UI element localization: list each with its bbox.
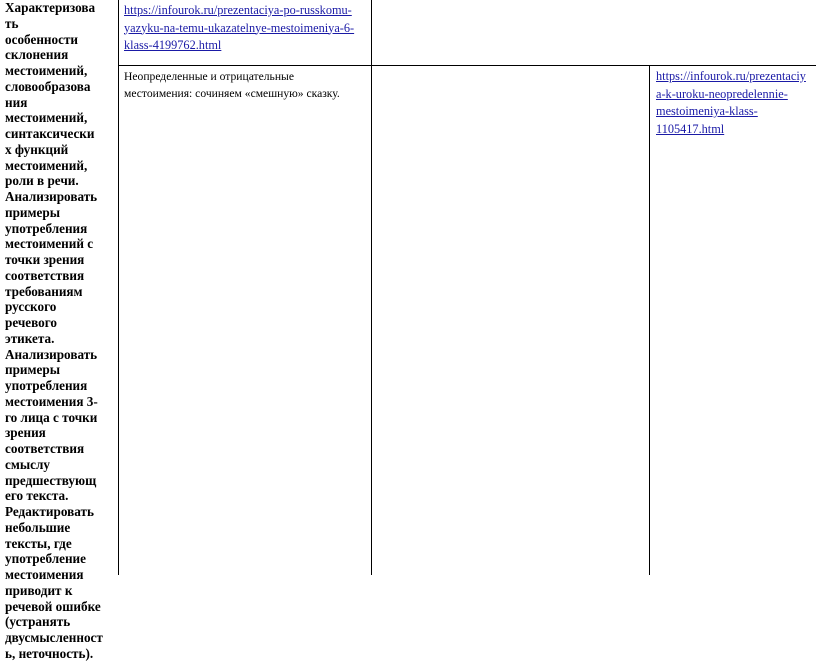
objectives-line: го лица с точки [5, 409, 98, 425]
lesson-topic [124, 68, 369, 102]
objectives-line: приводит к [5, 582, 73, 598]
objectives-line: местоимений с [5, 236, 94, 252]
resource-link-2[interactable] [656, 68, 816, 138]
objectives-line: склонения [5, 47, 69, 63]
objectives-line: зрения [5, 425, 46, 441]
lesson-topic-line: Неопределенные и отрицательные [124, 70, 294, 83]
objectives-line: Анализировать [5, 189, 98, 204]
objectives-line: соответствия [5, 441, 85, 456]
objectives-line: смыслу [5, 456, 50, 472]
objectives-line: местоимений, [5, 110, 88, 126]
objectives-line: синтаксически [5, 126, 95, 141]
objectives-line: употребления [5, 220, 88, 236]
objectives-line: (устранять [5, 614, 71, 630]
objectives-line: ть [5, 15, 19, 31]
objectives-line: соответствия [5, 267, 85, 283]
objectives-line: местоимений, [5, 63, 88, 78]
objectives-line: этикета. [5, 330, 55, 346]
column-divider-3 [649, 65, 650, 575]
objectives-line: примеры [5, 204, 60, 220]
objectives-line: местоимения [5, 567, 84, 582]
objectives-line: речевой ошибке [5, 598, 101, 614]
objectives-line: примеры [5, 362, 60, 378]
objectives-line: Редактировать [5, 504, 94, 519]
resource-link-2-line[interactable]: a-k-uroku-neopredelennie- [656, 86, 788, 101]
objectives-line: местоимения 3- [5, 393, 98, 409]
objectives-line: предшествующ [5, 472, 97, 488]
resource-link-1[interactable] [124, 2, 369, 55]
lesson-topic-line: местоимения: сочиняем «смешную» сказку. [124, 87, 340, 100]
objectives-line: тексты, где [5, 535, 72, 551]
resource-link-2-line[interactable]: mestoimeniya-klass- [656, 104, 758, 118]
objectives-line: словообразова [5, 78, 91, 94]
objectives-line: роли в речи. [5, 173, 79, 189]
objectives-line: ь, неточность). [5, 645, 94, 661]
objectives-line: х функций [5, 141, 69, 157]
objectives-line: местоимений, [5, 157, 88, 173]
objectives-line: точки зрения [5, 252, 85, 267]
objectives-line: употребление [5, 551, 87, 567]
objectives-line: Анализировать [5, 346, 98, 362]
resource-link-2-line[interactable]: 1105417.html [656, 121, 725, 136]
row-divider [118, 65, 816, 66]
objectives-line: Характеризова [5, 0, 96, 15]
column-divider-1 [118, 0, 119, 575]
objectives-line: требованиям [5, 283, 83, 299]
objectives-line: небольшие [5, 519, 71, 535]
resource-link-1-line[interactable]: yazyku-na-temu-ukazatelnye-mestoimeniya-6- [124, 20, 355, 35]
objectives-line: его текста. [5, 488, 69, 504]
objectives-line: речевого [5, 315, 58, 330]
column-divider-2 [371, 0, 372, 575]
objectives-line: двусмысленност [5, 630, 103, 645]
resource-link-1-line[interactable]: https://infourok.ru/prezentaciya-po-russkomu- [124, 3, 352, 17]
resource-link-1-line[interactable]: klass-4199762.html [124, 38, 222, 52]
objectives-line: ния [5, 94, 28, 110]
objectives-line: употребления [5, 378, 88, 393]
objectives-cell [5, 0, 117, 662]
resource-link-2-line[interactable]: https://infourok.ru/prezentaciy [656, 69, 806, 83]
objectives-line: особенности [5, 31, 79, 47]
objectives-line: русского [5, 299, 57, 315]
